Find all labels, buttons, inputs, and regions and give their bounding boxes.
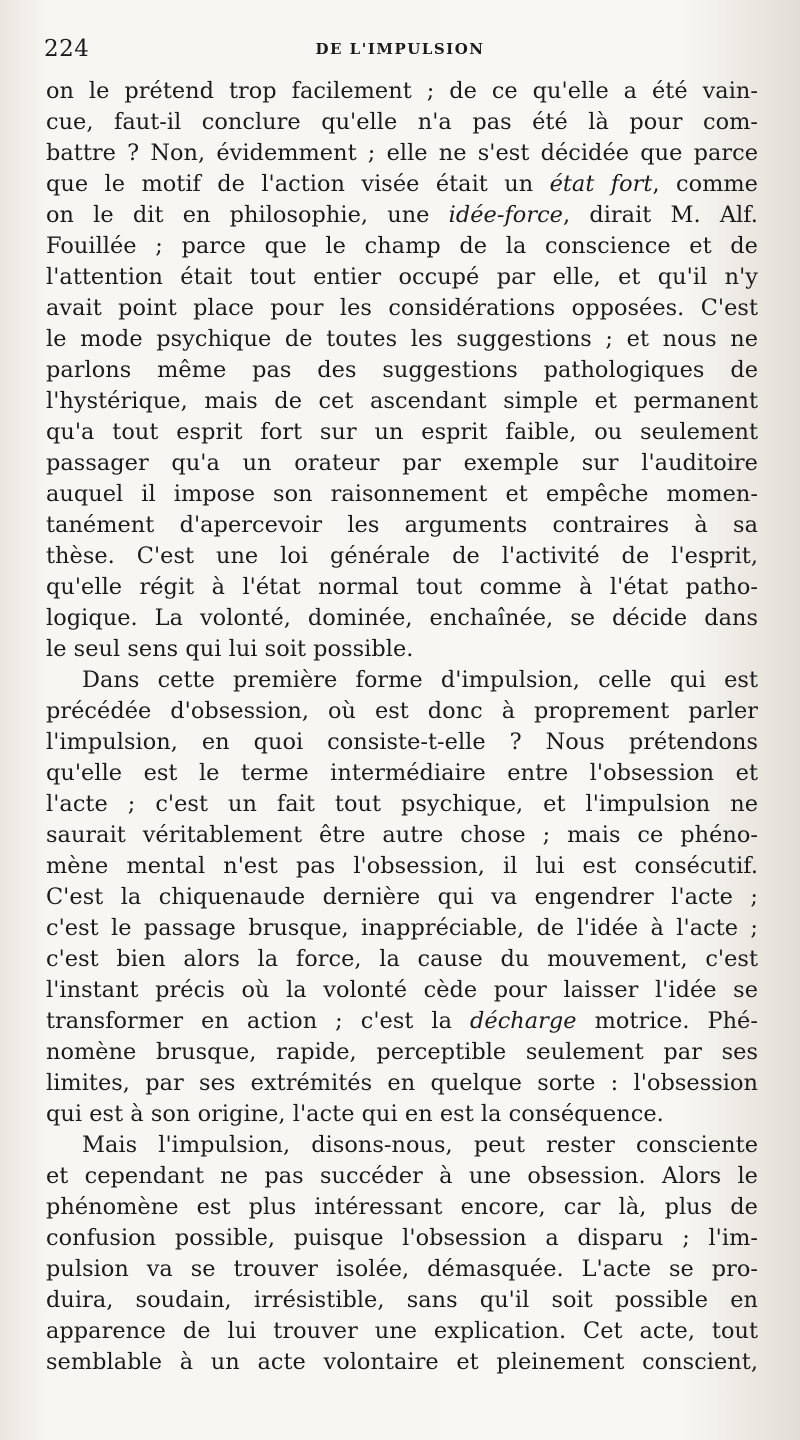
text-line: nomène brusque, rapide, perceptible seulement par ses <box>46 1039 758 1065</box>
text-line: l'hystérique, mais de cet ascendant simple et permanent <box>46 388 758 414</box>
text-line: parlons même pas des suggestions pathologiques de <box>46 357 758 383</box>
text-line: C'est la chiquenaude dernière qui va engendrer l'acte ; <box>46 884 758 910</box>
text-line: qu'elle régit à l'état normal tout comme à l'état patho- <box>46 574 758 600</box>
text-line: confusion possible, puisque l'obsession a disparu ; l'im- <box>46 1225 758 1251</box>
body-text <box>46 76 758 1378</box>
text-line: battre ? Non, évidemment ; elle ne s'est décidée que parce <box>46 140 758 166</box>
text-line: l'instant précis où la volonté cède pour laisser l'idée se <box>46 977 758 1003</box>
page-number: 224 <box>44 36 90 62</box>
emphasized-term: décharge <box>470 1008 577 1034</box>
text-line: Fouillée ; parce que le champ de la conscience et de <box>46 233 758 259</box>
text-line: thèse. C'est une loi générale de l'activité de l'esprit, <box>46 543 758 569</box>
text-line: duira, soudain, irrésistible, sans qu'il soit possible en <box>46 1287 758 1313</box>
paragraph-end-line: le seul sens qui lui soit possible. <box>46 636 414 662</box>
text-line: c'est bien alors la force, la cause du mouvement, c'est <box>46 946 758 972</box>
text-line: tanément d'apercevoir les arguments contraires à sa <box>46 512 758 538</box>
text-line: limites, par ses extrémités en quelque sorte : l'obsession <box>46 1070 758 1096</box>
text-line: que le motif de l'action visée était un état fort, comme <box>46 171 758 197</box>
text-line: cue, faut-il conclure qu'elle n'a pas été là pour com- <box>46 109 758 135</box>
running-title: DE L'IMPULSION <box>315 40 485 58</box>
emphasized-term: état fort <box>549 171 653 197</box>
text-line: transformer en action ; c'est la décharge motrice. Phé- <box>46 1008 758 1034</box>
text-line: qu'elle est le terme intermédiaire entre l'obsession et <box>46 760 758 786</box>
paragraph-start-line: Mais l'impulsion, disons-nous, peut rester consciente <box>82 1132 758 1158</box>
text-line: le mode psychique de toutes les suggestions ; et nous ne <box>46 326 758 352</box>
text-line: apparence de lui trouver une explication. Cet acte, tout <box>46 1318 758 1344</box>
text-line: on le prétend trop facilement ; de ce qu'elle a été vain- <box>46 78 758 104</box>
text-line: logique. La volonté, dominée, enchaînée, se décide dans <box>46 605 758 631</box>
text-line: passager qu'a un orateur par exemple sur l'auditoire <box>46 450 758 476</box>
text-line: phénomène est plus intéressant encore, car là, plus de <box>46 1194 758 1220</box>
emphasized-term: idée-force <box>448 202 563 228</box>
text-line: l'attention était tout entier occupé par elle, et qu'il n'y <box>46 264 758 290</box>
page-header <box>44 36 756 66</box>
paragraph-start-line: Dans cette première forme d'impulsion, celle qui est <box>82 667 758 693</box>
text-line: qu'a tout esprit fort sur un esprit faible, ou seulement <box>46 419 758 445</box>
text-line: mène mental n'est pas l'obsession, il lui est consécutif. <box>46 853 758 879</box>
text-line: auquel il impose son raisonnement et empêche momen- <box>46 481 758 507</box>
paragraph-end-line: qui est à son origine, l'acte qui en est la conséquence. <box>46 1101 664 1127</box>
text-line: précédée d'obsession, où est donc à proprement parler <box>46 698 758 724</box>
text-line: pulsion va se trouver isolée, démasquée. L'acte se pro- <box>46 1256 758 1282</box>
text-line: semblable à un acte volontaire et pleinement conscient, <box>46 1349 758 1375</box>
text-line: l'acte ; c'est un fait tout psychique, et l'impulsion ne <box>46 791 758 817</box>
text-line: saurait véritablement être autre chose ; mais ce phéno- <box>46 822 758 848</box>
text-line: avait point place pour les considérations opposées. C'est <box>46 295 758 321</box>
text-line: l'impulsion, en quoi consiste-t-elle ? Nous prétendons <box>46 729 758 755</box>
text-line: et cependant ne pas succéder à une obsession. Alors le <box>46 1163 758 1189</box>
text-line: on le dit en philosophie, une idée-force, dirait M. Alf. <box>46 202 758 228</box>
text-line: c'est le passage brusque, inappréciable, de l'idée à l'acte ; <box>46 915 758 941</box>
